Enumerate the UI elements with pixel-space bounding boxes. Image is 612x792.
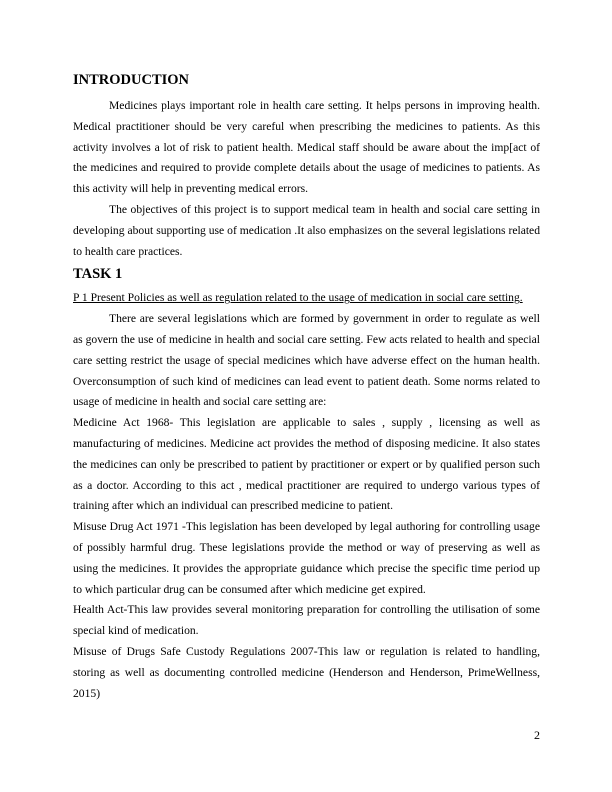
task1-subheading: P 1 Present Policies as well as regulation related to the usage of medication in social care setting. [73, 291, 523, 305]
introduction-heading: INTRODUCTION [73, 72, 190, 88]
legislation-safe-custody-regulations: Misuse of Drugs Safe Custody Regulations 2007-This law or regulation is related to handling, storing as well as documenting controlled medicine (Henderson and Henderson, PrimeWellness, 2015) [73, 644, 540, 700]
document-page [73, 70, 540, 704]
introduction-paragraph-1: Medicines plays important role in health care setting. It helps persons in improving health. Medical practitioner should be very careful when prescribing the medicines to patients. As this activity involves a lot of risk to patient health. Medical staff should be aware about the imp[act of the medicines and required to provide complete details about the usage of medicines to patients. As this activity will help in preventing medical errors. [73, 99, 540, 196]
legislation-medicine-act: Medicine Act 1968- This legislation are applicable to sales , supply , licensing as well as manufacturing of medicines. Medicine act provides the method of disposing medicine. It also states the medicines can only be prescribed to patient by practitioner or expert or by qualified person such as a doctor. According to this act , medical practitioner are required to undergo various types of training after which an individual can prescribed medicine to patient. [73, 416, 540, 513]
introduction-paragraph-2: The objectives of this project is to support medical team in health and social care setting in developing about supporting use of medication .It also emphasizes on the several legislations related to health care practices. [73, 202, 540, 258]
task1-intro-paragraph: There are several legislations which are formed by government in order to regulate as well as govern the use of medicine in health and social care setting. Few acts related to health and special care setting restrict the usage of special medicines which have adverse effect on the human health. Overconsumption of such kind of medicines can lead event to patient death. Some norms related to usage of medicine in health and social care setting are: [73, 312, 540, 409]
legislation-misuse-drug-act: Misuse Drug Act 1971 -This legislation has been developed by legal authoring for controlling usage of possibly harmful drug. These legislations provide the method or way of preserving as well as using the medicines. It provides the appropriate guidance which precise the specific time period up to which particular drug can be consumed after which medicine get expired. [73, 520, 540, 596]
legislation-health-act: Health Act-This law provides several monitoring preparation for controlling the utilisation of some special kind of medication. [73, 603, 540, 638]
page-number: 2 [534, 728, 540, 742]
task1-heading: TASK 1 [73, 266, 123, 283]
